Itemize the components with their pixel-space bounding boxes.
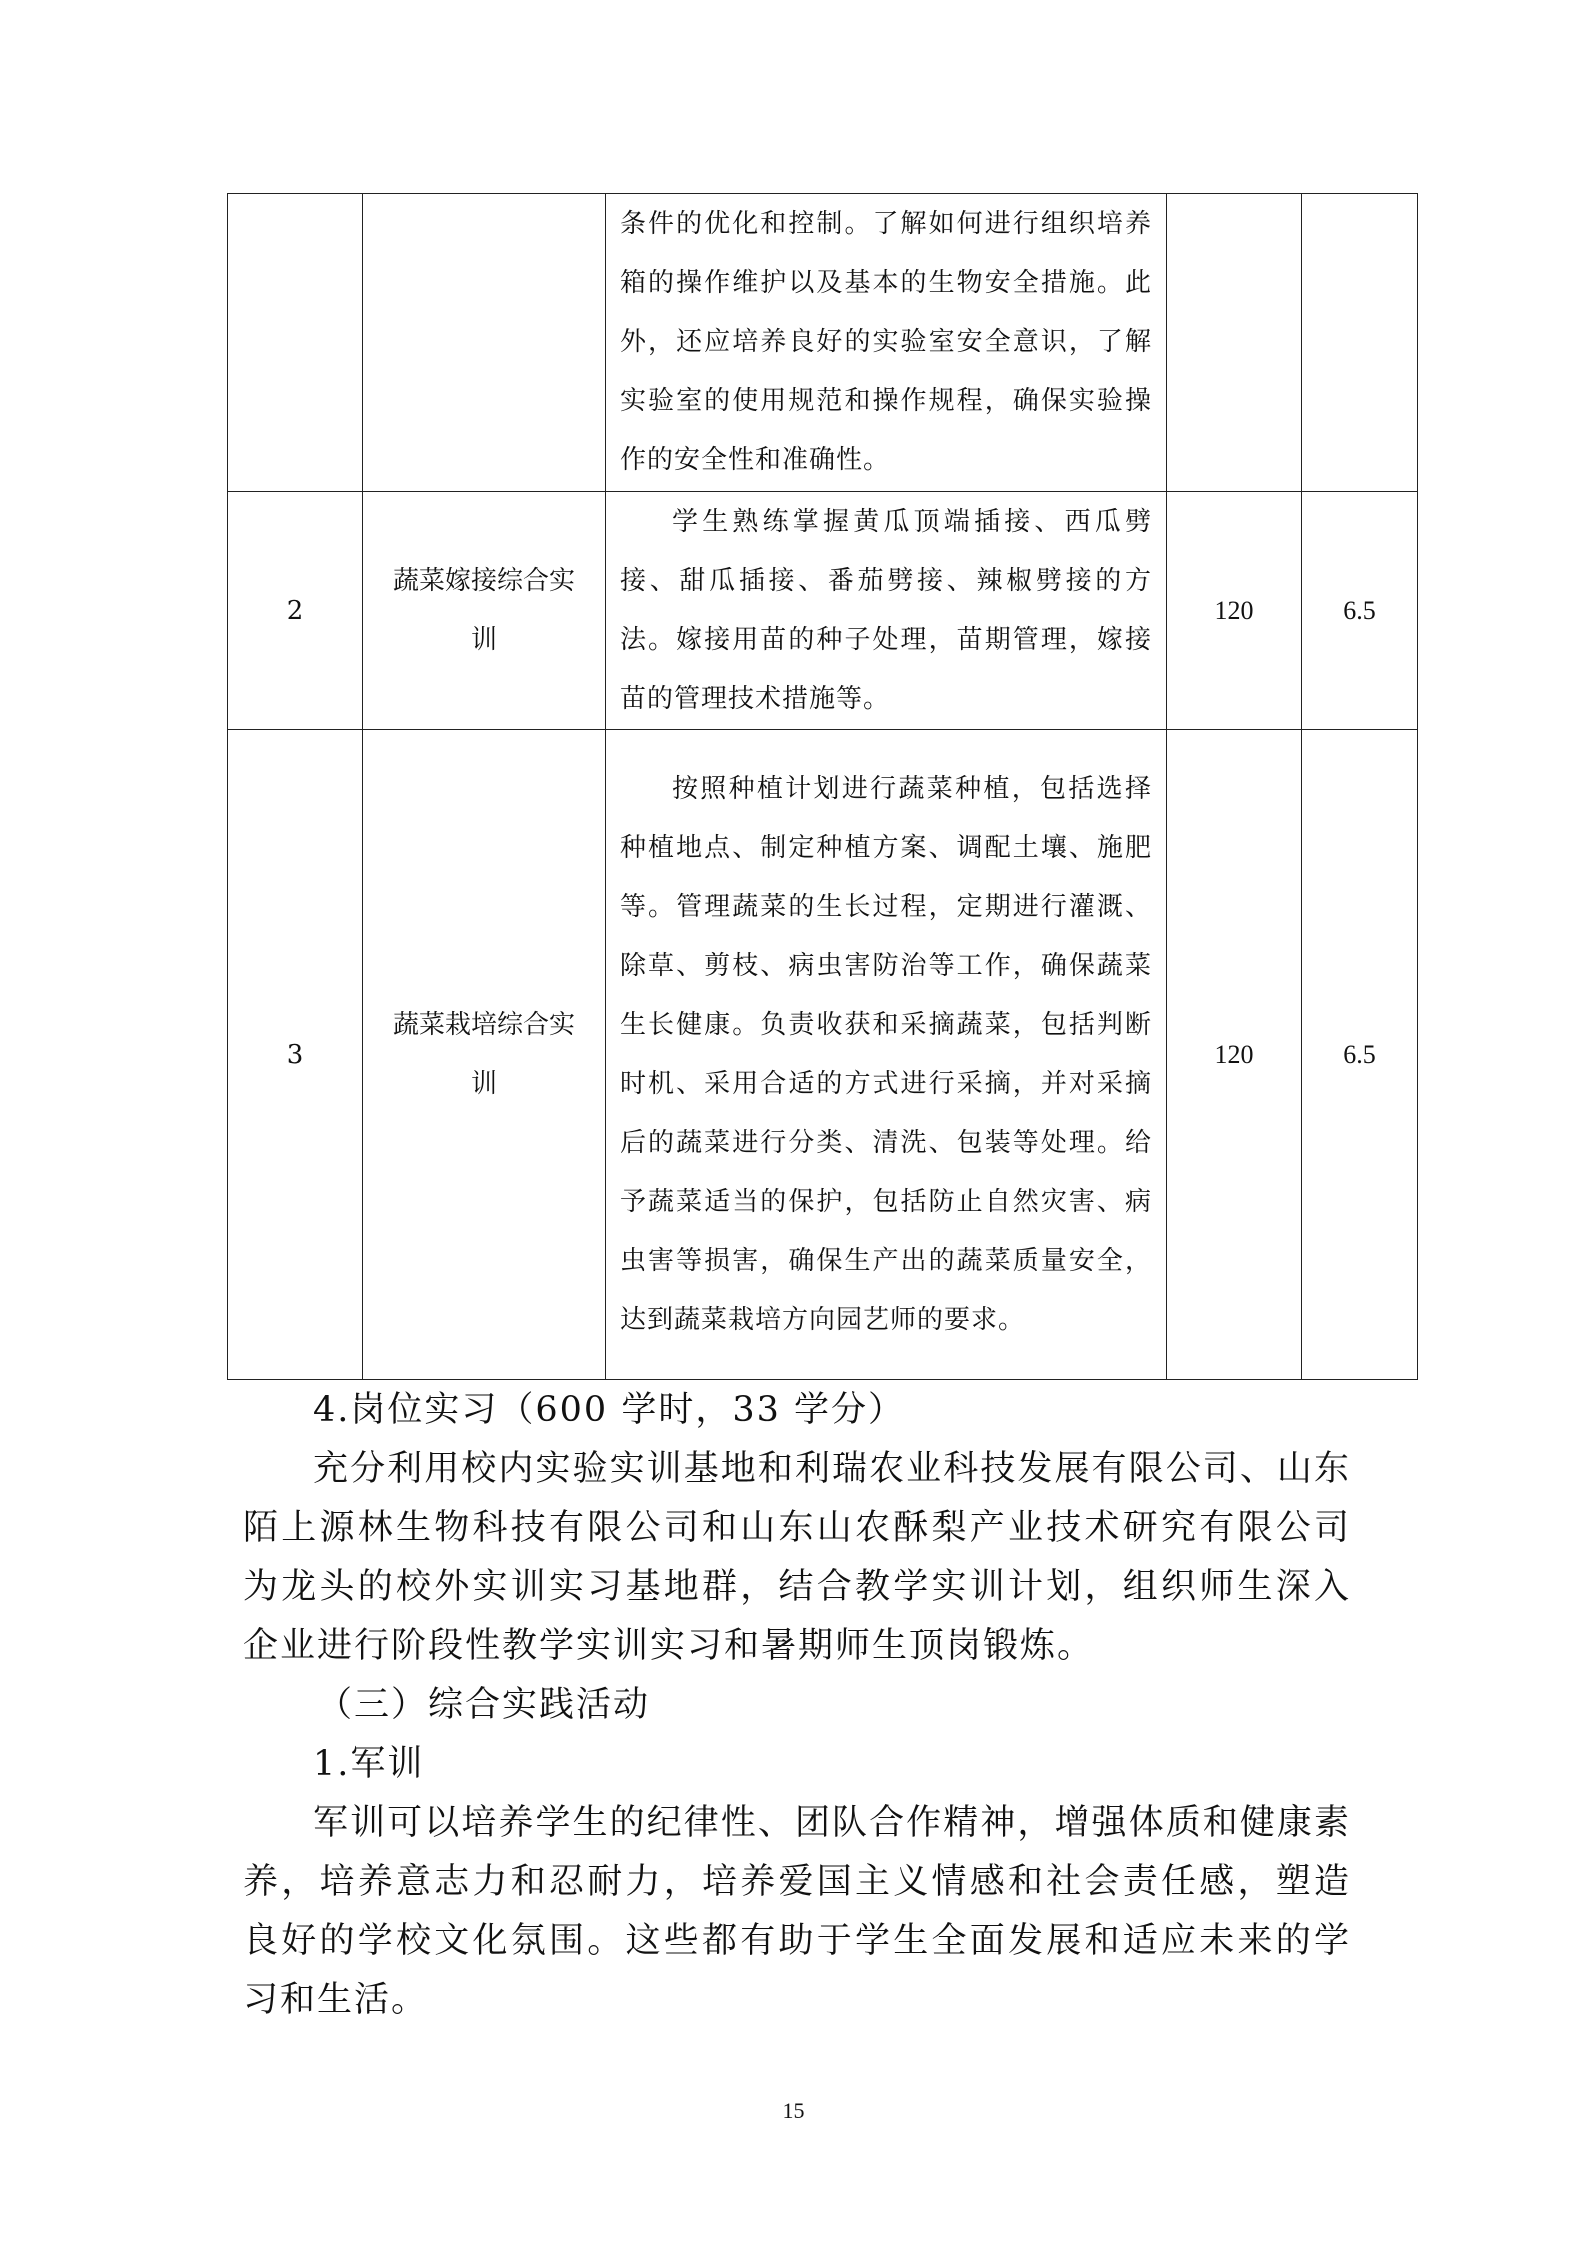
practice-heading: （三）综合实践活动 xyxy=(317,1685,651,1725)
course-content: 学生熟练掌握黄瓜顶端插接、西瓜劈接、甜瓜插接、番茄劈接、辣椒劈接的方法。嫁接用苗的种子处理，苗期管理，嫁接苗的管理技术措施等。 xyxy=(606,492,1167,730)
row-number xyxy=(228,194,363,492)
course-hours xyxy=(1167,194,1302,492)
course-content: 按照种植计划进行蔬菜种植，包括选择种植地点、制定种植方案、调配土壤、施肥等。管理蔬菜的生长过程，定期进行灌溉、除草、剪枝、病虫害防治等工作，确保蔬菜生长健康。负责收获和采摘蔬菜，包括判断时机、采用合适的方式进行采摘，并对采摘后的蔬菜进行分类、清洗、包装等处理。给予蔬菜适当的保护，包括防止自然灾害、病虫害等损害，确保生产出的蔬菜质量安全，达到蔬菜栽培方向园艺师的要求。 xyxy=(606,730,1167,1380)
table-row xyxy=(228,492,1418,730)
internship-heading: 4.岗位实习（600 学时，33 学分） xyxy=(313,1390,905,1430)
course-hours: 120 xyxy=(1167,492,1302,730)
row-number: 3 xyxy=(228,730,363,1380)
military-paragraph: 军训可以培养学生的纪律性、团队合作精神，增强体质和健康素养，培养意志力和忍耐力，培养爱国主义情感和社会责任感，塑造良好的学校文化氛围。这些都有助于学生全面发展和适应未来的学习和生活。 xyxy=(243,1803,1351,2020)
course-credits: 6.5 xyxy=(1302,730,1418,1380)
course-name xyxy=(363,194,606,492)
course-name: 蔬菜栽培综合实训 xyxy=(363,730,606,1380)
training-table xyxy=(227,193,1418,1380)
body-text xyxy=(243,1381,1351,2030)
table-row xyxy=(228,730,1418,1380)
military-heading: 1.军训 xyxy=(313,1744,425,1784)
internship-paragraph: 充分利用校内实验实训基地和利瑞农业科技发展有限公司、山东陌上源林生物科技有限公司和山东山农酥梨产业技术研究有限公司为龙头的校外实训实习基地群，结合教学实训计划，组织师生深入企业进行阶段性教学实训实习和暑期师生顶岗锻炼。 xyxy=(243,1449,1351,1666)
course-content: 条件的优化和控制。了解如何进行组织培养箱的操作维护以及基本的生物安全措施。此外，还应培养良好的实验室安全意识，了解实验室的使用规范和操作规程，确保实验操作的安全性和准确性。 xyxy=(606,194,1167,492)
course-name: 蔬菜嫁接综合实训 xyxy=(363,492,606,730)
course-credits: 6.5 xyxy=(1302,492,1418,730)
page-number: 15 xyxy=(782,2098,805,2123)
row-number: 2 xyxy=(228,492,363,730)
course-credits xyxy=(1302,194,1418,492)
table-row xyxy=(228,194,1418,492)
course-hours: 120 xyxy=(1167,730,1302,1380)
